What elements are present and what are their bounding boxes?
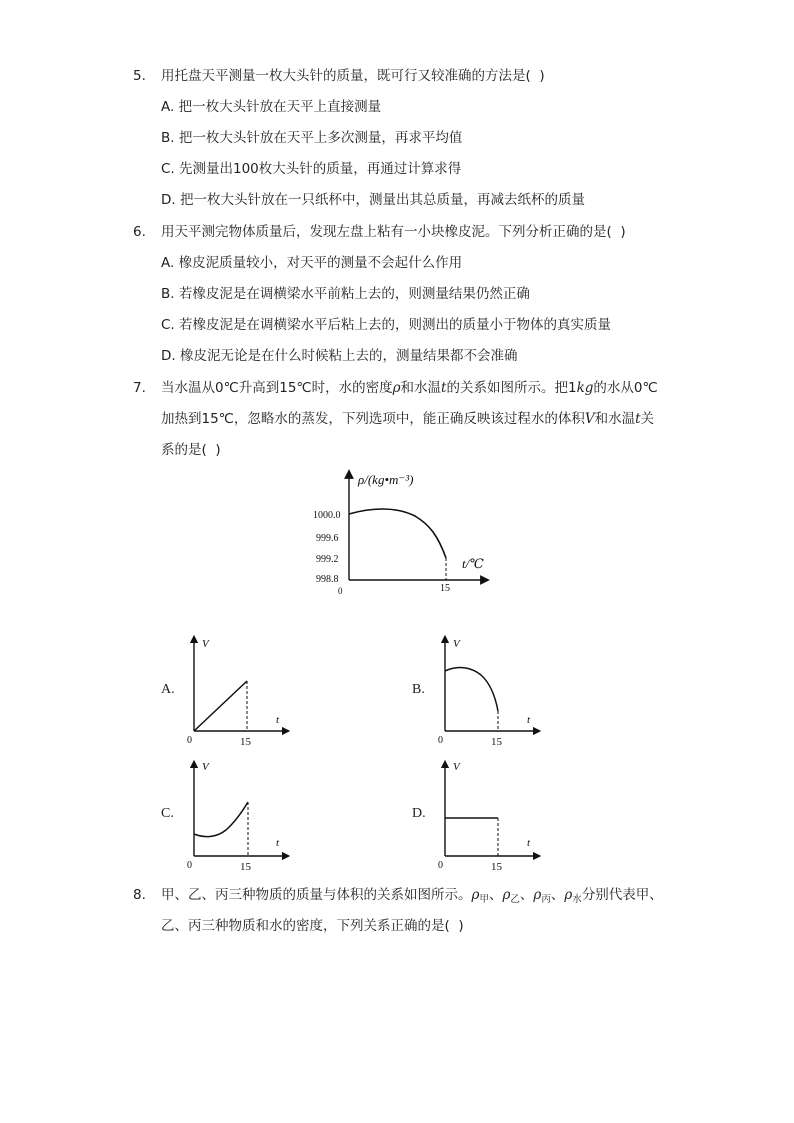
question-6-number: 6.	[133, 224, 146, 240]
y-tick-998-8: 998.8	[316, 574, 339, 585]
option-d-graph[interactable]	[433, 758, 543, 873]
question-5-option-b: B. 把一枚大头针放在天平上多次测量，再求平均值	[161, 130, 463, 146]
option-a-x-tick: 15	[240, 736, 251, 748]
option-d-x-tick: 15	[491, 861, 502, 873]
option-a-graph[interactable]	[182, 633, 292, 748]
option-c-label: C.	[161, 806, 174, 821]
y-tick-999-6: 999.6	[316, 533, 339, 544]
option-c-curve	[194, 802, 248, 837]
question-8-line-2: 乙、丙三种物质和水的密度，下列关系正确的是( )	[161, 918, 464, 934]
question-7-line-2: 加热到15℃，忽略水的蒸发，下列选项中，能正确反映该过程水的体积V和水温t关	[161, 411, 655, 427]
option-d-label: D.	[412, 806, 426, 821]
question-7-line-1: 当水温从0℃升高到15℃时，水的密度ρ和水温t的关系如图所示。把1kg的水从0℃	[161, 380, 658, 396]
option-c-y-label: V	[202, 761, 209, 773]
question-8-number: 8.	[133, 887, 146, 903]
question-6-option-b: B. 若橡皮泥是在调横梁水平前粘上去的，则测量结果仍然正确	[161, 286, 530, 302]
origin-label: 0	[338, 586, 343, 596]
option-b-graph[interactable]	[433, 633, 543, 748]
option-a-label: A.	[161, 682, 175, 697]
option-b-origin: 0	[438, 735, 443, 746]
question-5-number: 5.	[133, 68, 146, 84]
question-8-line-1: 甲、乙、丙三种物质的质量与体积的关系如图所示。$\rho_甲$、$\rho_乙$、$\rho_丙$、$\rho_水$分别代表甲、	[161, 887, 663, 905]
question-7-line-3: 系的是( )	[161, 442, 221, 458]
option-c-graph[interactable]	[182, 758, 292, 873]
density-curve	[349, 509, 446, 558]
option-a-curve	[194, 681, 247, 731]
question-6-option-a: A. 橡皮泥质量较小，对天平的测量不会起什么作用	[161, 255, 463, 271]
option-b-curve	[445, 668, 498, 711]
question-6-option-d: D. 橡皮泥无论是在什么时候粘上去的，测量结果都不会准确	[161, 348, 518, 364]
density-temperature-graph	[310, 468, 490, 603]
option-c-origin: 0	[187, 860, 192, 871]
x-axis-label: t/℃	[462, 556, 484, 571]
question-6-stem: 用天平测完物体质量后，发现左盘上粘有一小块橡皮泥。下列分析正确的是( )	[161, 224, 626, 240]
option-c-x-label: t	[276, 837, 280, 849]
question-5-option-c: C. 先测量出100枚大头针的质量，再通过计算求得	[161, 161, 462, 177]
question-6-option-c: C. 若橡皮泥是在调横梁水平后粘上去的，则测出的质量小于物体的真实质量	[161, 317, 612, 333]
question-5-option-a: A. 把一枚大头针放在天平上直接测量	[161, 99, 382, 115]
question-7-number: 7.	[133, 380, 146, 396]
option-b-label: B.	[412, 682, 425, 697]
option-b-x-label: t	[527, 714, 531, 726]
question-5-option-d: D. 把一枚大头针放在一只纸杯中，测量出其总质量，再减去纸杯的质量	[161, 192, 585, 208]
option-d-origin: 0	[438, 860, 443, 871]
option-d-x-label: t	[527, 837, 531, 849]
x-tick-15: 15	[440, 583, 450, 594]
option-a-y-label: V	[202, 638, 209, 650]
option-c-x-tick: 15	[240, 861, 251, 873]
option-d-y-label: V	[453, 761, 460, 773]
y-tick-999-2: 999.2	[316, 554, 339, 565]
option-a-x-label: t	[276, 714, 280, 726]
option-a-origin: 0	[187, 735, 192, 746]
y-axis-label: ρ/(kg•m⁻³)	[358, 472, 414, 487]
option-b-x-tick: 15	[491, 736, 502, 748]
y-tick-1000-0: 1000.0	[313, 510, 341, 521]
option-b-y-label: V	[453, 638, 460, 650]
question-5-stem: 用托盘天平测量一枚大头针的质量，既可行又较准确的方法是( )	[161, 68, 545, 84]
